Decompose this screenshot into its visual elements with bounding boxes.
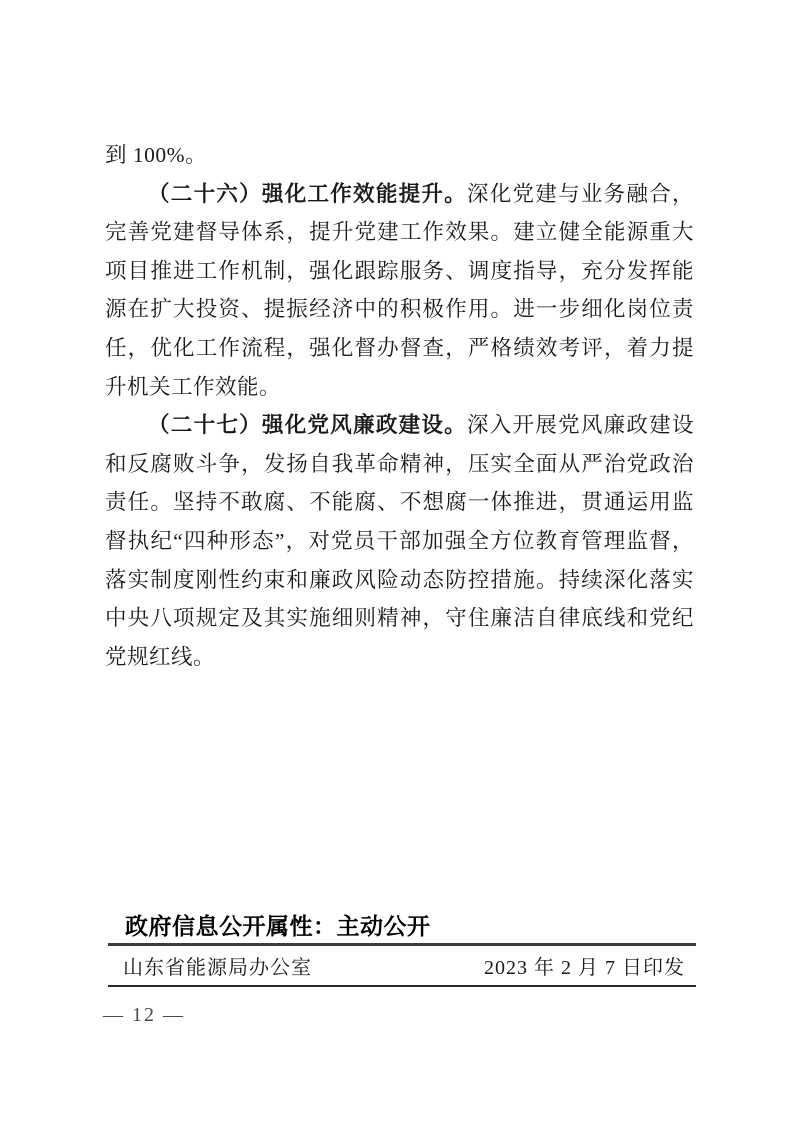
- paragraph-continuation: [105, 136, 694, 175]
- paragraph-item-27: [105, 406, 694, 676]
- page-number: — 12 —: [103, 1004, 185, 1026]
- footer-issuer-row: [123, 954, 685, 982]
- issuing-office: 山东省能源局办公室: [123, 957, 312, 979]
- disclosure-attribute-label: 政府信息公开属性：主动公开: [125, 913, 431, 939]
- print-date: 2023 年 2 月 7 日印发: [484, 957, 685, 979]
- paragraph-heading: （二十七）强化党风廉政建设。: [148, 413, 467, 438]
- paragraph-text: 深化党建与业务融合，完善党建督导体系，提升党建工作效果。建立健全能源重大项目推进工作机制，强化跟踪服务、调度指导，充分发挥能源在扩大投资、提振经济中的积极作用。进一步细化岗位责任，优化工作流程，强化督办督查，严格绩效考评，着力提升机关工作效能。: [105, 181, 694, 399]
- document-body: [105, 136, 694, 676]
- paragraph-heading: （二十六）强化工作效能提升。: [148, 181, 467, 206]
- paragraph-text: 到 100%。: [105, 143, 208, 167]
- footer-divider-bottom: [108, 985, 696, 987]
- footer-divider-top: [108, 943, 696, 946]
- paragraph-text: 深入开展党风廉政建设和反腐败斗争，发扬自我革命精神，压实全面从严治党政治责任。坚持不敢腐、不能腐、不想腐一体推进，贯通运用监督执纪“四种形态”，对党员干部加强全方位教育管理监督，落实制度刚性约束和廉政风险动态防控措施。持续深化落实中央八项规定及其实施细则精神，守住廉洁自律底线和党纪党规红线。: [105, 413, 694, 669]
- paragraph-item-26: [105, 175, 694, 407]
